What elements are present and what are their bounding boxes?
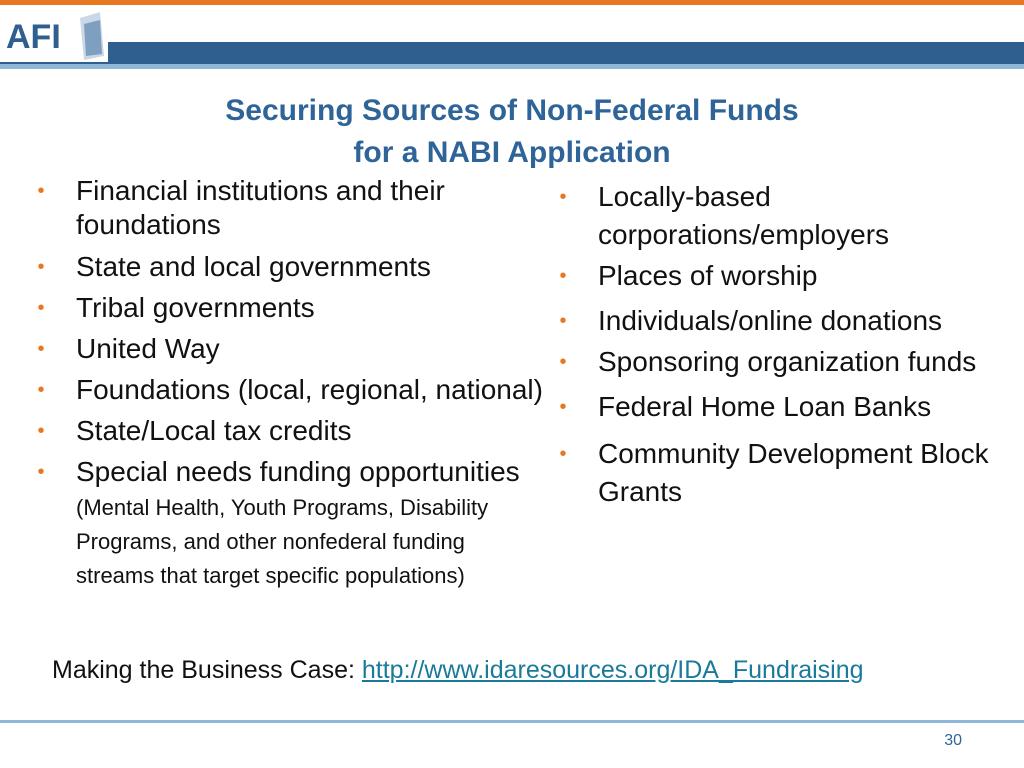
header-underline	[0, 64, 1024, 69]
bullet-icon: •	[37, 297, 45, 319]
list-item: • Individuals/online donations	[556, 304, 996, 338]
fundraising-link[interactable]: http://www.idaresources.org/IDA_Fundraising	[361, 656, 864, 684]
page-number: 30	[944, 732, 962, 749]
bullet-icon: •	[37, 180, 45, 202]
bullet-icon: •	[37, 338, 45, 360]
footnote	[52, 656, 864, 685]
header-band	[0, 42, 1024, 64]
special-needs-detail: (Mental Health, Youth Programs, Disability Programs, and other nonfederal funding streams that target specific populations)	[76, 495, 489, 588]
slide-title	[0, 90, 1024, 174]
list-item: • Places of worship	[556, 259, 996, 293]
bullet-icon: •	[559, 443, 567, 465]
right-bullet-list	[556, 178, 996, 511]
footer-divider	[0, 720, 1024, 723]
list-item: • State/Local tax credits	[34, 414, 544, 448]
special-needs-main: Special needs funding opportunities	[76, 456, 520, 487]
list-item: • United Way	[34, 332, 544, 366]
title-line-1: Securing Sources of Non-Federal Funds	[225, 94, 799, 127]
bullet-icon: •	[559, 265, 567, 287]
list-item: • Community Development Block Grants	[556, 435, 996, 511]
top-accent-bar	[0, 0, 1024, 5]
afi-logo-text: AFI	[6, 18, 61, 56]
bullet-icon: •	[37, 461, 45, 483]
list-item: • Tribal governments	[34, 291, 544, 325]
bullet-icon: •	[559, 351, 567, 373]
list-item-special-needs	[34, 455, 544, 591]
bullet-icon: •	[559, 310, 567, 332]
list-item: • Locally-based corporations/employers	[556, 178, 996, 254]
bullet-icon: •	[559, 396, 567, 418]
title-line-2: for a NABI Application	[353, 136, 671, 169]
left-bullet-list	[34, 174, 544, 591]
list-item: • Financial institutions and their foundations	[34, 174, 544, 242]
list-item: • State and local governments	[34, 250, 544, 284]
footnote-label: Making the Business Case:	[52, 656, 355, 684]
list-item: • Federal Home Loan Banks	[556, 390, 996, 424]
list-item: • Sponsoring organization funds	[556, 345, 996, 379]
bullet-icon: •	[37, 420, 45, 442]
bullet-icon: •	[559, 186, 567, 208]
list-item: • Foundations (local, regional, national)	[34, 373, 544, 407]
bullet-icon: •	[37, 379, 45, 401]
bullet-icon: •	[37, 256, 45, 278]
afi-logo	[0, 10, 108, 62]
